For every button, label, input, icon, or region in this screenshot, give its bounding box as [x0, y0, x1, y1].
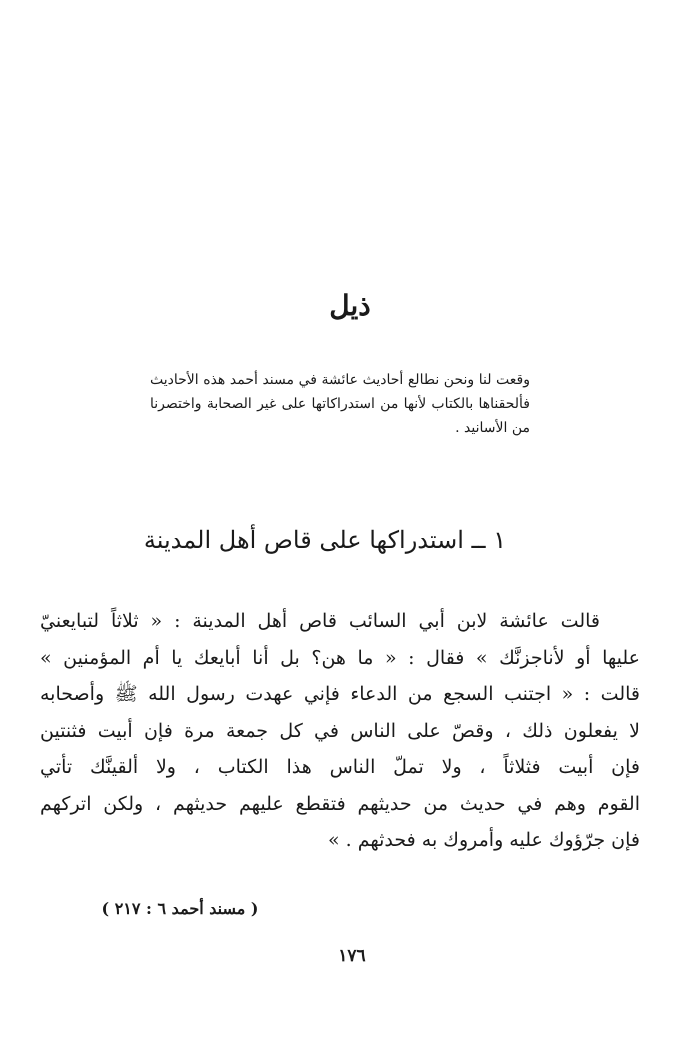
- hadith-line: قالت : « اجتنب السجع من الدعاء فإني عهدت رسول الله ﷺ وأصحابه: [40, 683, 640, 705]
- page-number: ١٧٦: [338, 946, 366, 966]
- hadith-line: لا يفعلون ذلك ، وقصّ على الناس في كل جمعة مرة فإن أبيت فثنتين: [40, 719, 640, 742]
- chapter-title: ١ ــ استدراكها على قاص أهل المدينة: [143, 526, 507, 554]
- intro-text: وقعت لنا ونحن نطالع أحاديث عائشة في مسند أحمد هذه الأحاديث فألحقناها بالكتاب لأنها من استدراكاتها على غير الصحابة واختصرنا من الأسانيد .: [150, 372, 530, 436]
- hadith-line: قالت عائشة لابن أبي السائب قاص أهل المدينة : « ثلاثاً لتبايعنيّ: [40, 610, 600, 632]
- hadith-line: فإن جرّؤوك عليه وأمروك به فحدثهم . »: [328, 829, 640, 851]
- hadith-line: القوم وهم في حديث من حديثهم فتقطع عليهم حديثهم ، ولكن اتركهم: [40, 792, 640, 815]
- source-citation: ( مسند أحمد ٦ : ٢١٧ ): [101, 899, 259, 918]
- section-title: ذيل: [329, 289, 371, 322]
- hadith-text: [40, 603, 640, 859]
- intro-paragraph: [150, 368, 530, 440]
- hadith-line: عليها أو لأناجزنَّك » فقال : « ما هن؟ بل أنا أبايعك يا أم المؤمنين »: [40, 646, 640, 669]
- hadith-line: فإن أبيت فثلاثاً ، ولا تملّ الناس هذا الكتاب ، ولا ألقينَّك تأتي: [40, 756, 640, 778]
